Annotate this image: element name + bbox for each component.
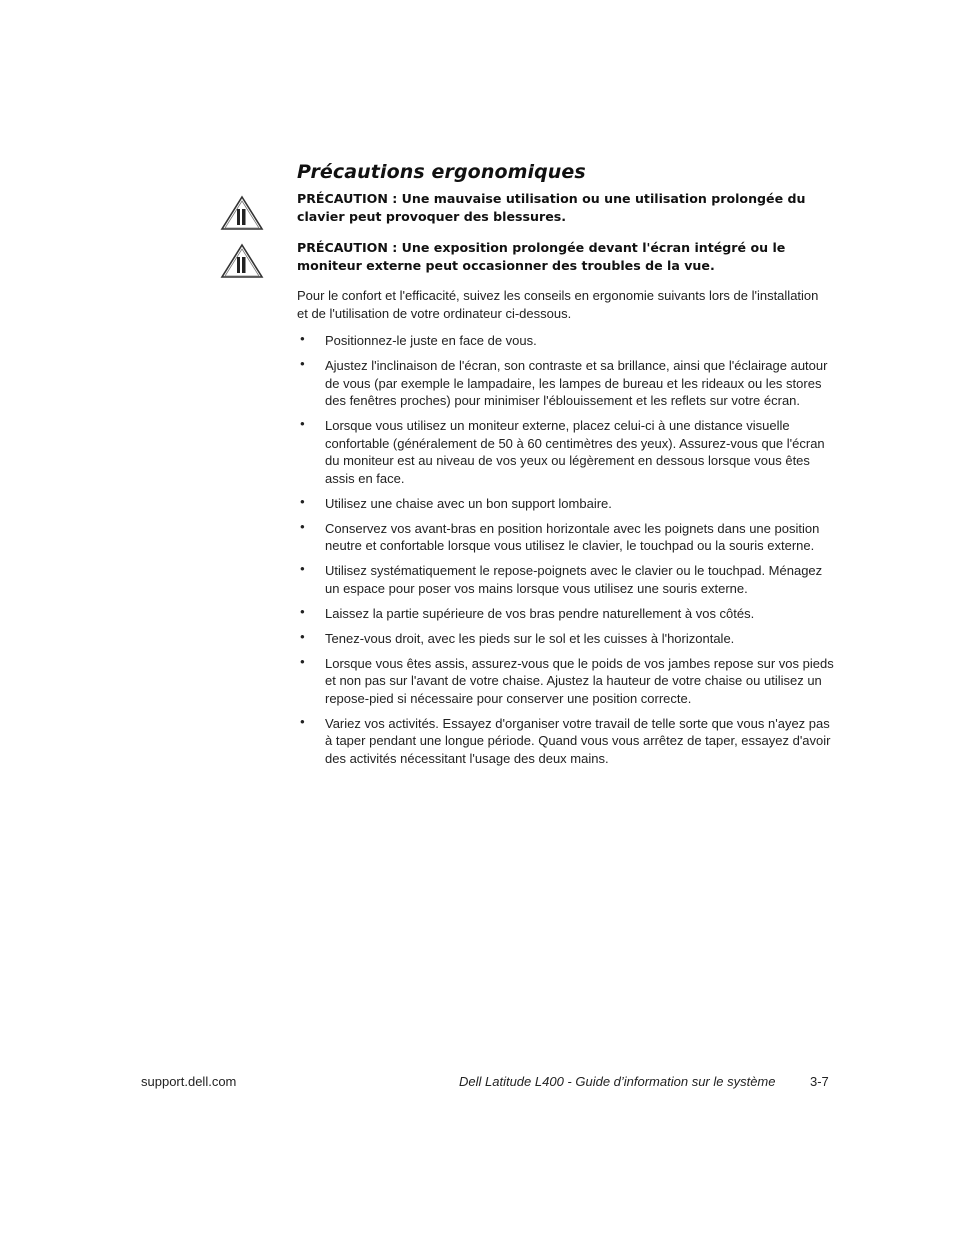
bullet-icon: • [300,603,305,619]
list-item [298,417,838,487]
list-item [298,655,838,708]
list-item-text: Tenez-vous droit, avec les pieds sur le sol et les cuisses à l'horizontale. [325,630,735,646]
list-item-text: Variez vos activités. Essayez d'organiser votre travail de telle sorte que vous n'ayez pas à taper pendant une longue période. Quand vous vous arrêtez de taper, essayez d'avoir des activités nécessitant l'usage des deux mains. [325,715,831,766]
bullet-icon: • [300,628,305,644]
list-item [298,332,838,350]
list-item-text: Lorsque vous êtes assis, assurez-vous que le poids de vos jambes repose sur vos pieds et non pas sur l'avant de votre chaise. Ajustez la hauteur de votre chaise ou utilisez un repose-pied si nécessaire pour conserver une position correcte. [325,655,834,706]
bullet-icon: • [300,713,305,729]
bullet-icon: • [300,493,305,509]
bullet-icon: • [300,416,305,431]
bullet-icon: • [300,653,305,669]
list-item [298,630,838,648]
list-item [298,562,838,597]
warning-triangle-icon [219,242,265,280]
list-item-text: Laissez la partie supérieure de vos bras pendre naturellement à vos côtés. [325,605,755,621]
bullet-icon: • [300,331,305,346]
list-item-text: Utilisez une chaise avec un bon support lombaire. [325,495,612,511]
footer-guide-title: Dell Latitude L400 - Guide d’information sur le système [459,1074,776,1089]
bullet-icon: • [300,356,305,371]
caution-screen: PRÉCAUTION : Une exposition prolongée devant l'écran intégré ou le moniteur externe peut occasionner des troubles de la vue. [297,240,786,273]
list-item [298,520,838,555]
caution-keyboard: PRÉCAUTION : Une mauvaise utilisation ou une utilisation prolongée du clavier peut provoquer des blessures. [297,191,806,224]
list-item-text: Ajustez l'inclinaison de l'écran, son contraste et sa brillance, ainsi que l'éclairage autour de vous (par exemple le lampadaire, les lampes de bureau et les rideaux ou les stores des fenêtres proches) pour minimiser l'éblouissement et les reflets sur votre écran. [325,358,828,408]
intro-paragraph: Pour le confort et l'efficacité, suivez les conseils en ergonomie suivants lors de l'installation et de l'utilisation de votre ordinateur ci-dessous. [297,288,819,321]
page-number: 3-7 [810,1074,829,1089]
section-title: Précautions ergonomiques [297,161,586,183]
list-item [298,357,838,410]
footer-website: support.dell.com [141,1074,237,1089]
list-item-text: Conservez vos avant-bras en position horizontale avec les poignets dans une position neutre et confortable lorsque vous utilisez le clavier, le touchpad ou la souris externe. [325,520,820,553]
list-item [298,495,838,513]
list-item [298,715,838,768]
bullet-icon: • [300,518,305,534]
warning-triangle-icon [219,194,265,232]
list-item-text: Lorsque vous utilisez un moniteur externe, placez celui-ci à une distance visuelle confortable (généralement de 50 à 60 centimètres des yeux). Assurez-vous que l'écran du moniteur est au niveau de vos yeux ou légèrement en dessous lorsque vous êtes assis en face. [325,418,825,486]
list-item-text: Positionnez-le juste en face de vous. [325,333,537,348]
list-item [298,605,838,623]
ergonomic-tips-list [298,332,838,775]
bullet-icon: • [300,561,305,576]
list-item-text: Utilisez systématiquement le repose-poignets avec le clavier ou le touchpad. Ménagez un espace pour poser vos mains lorsque vous utilisez une souris externe. [325,563,823,596]
